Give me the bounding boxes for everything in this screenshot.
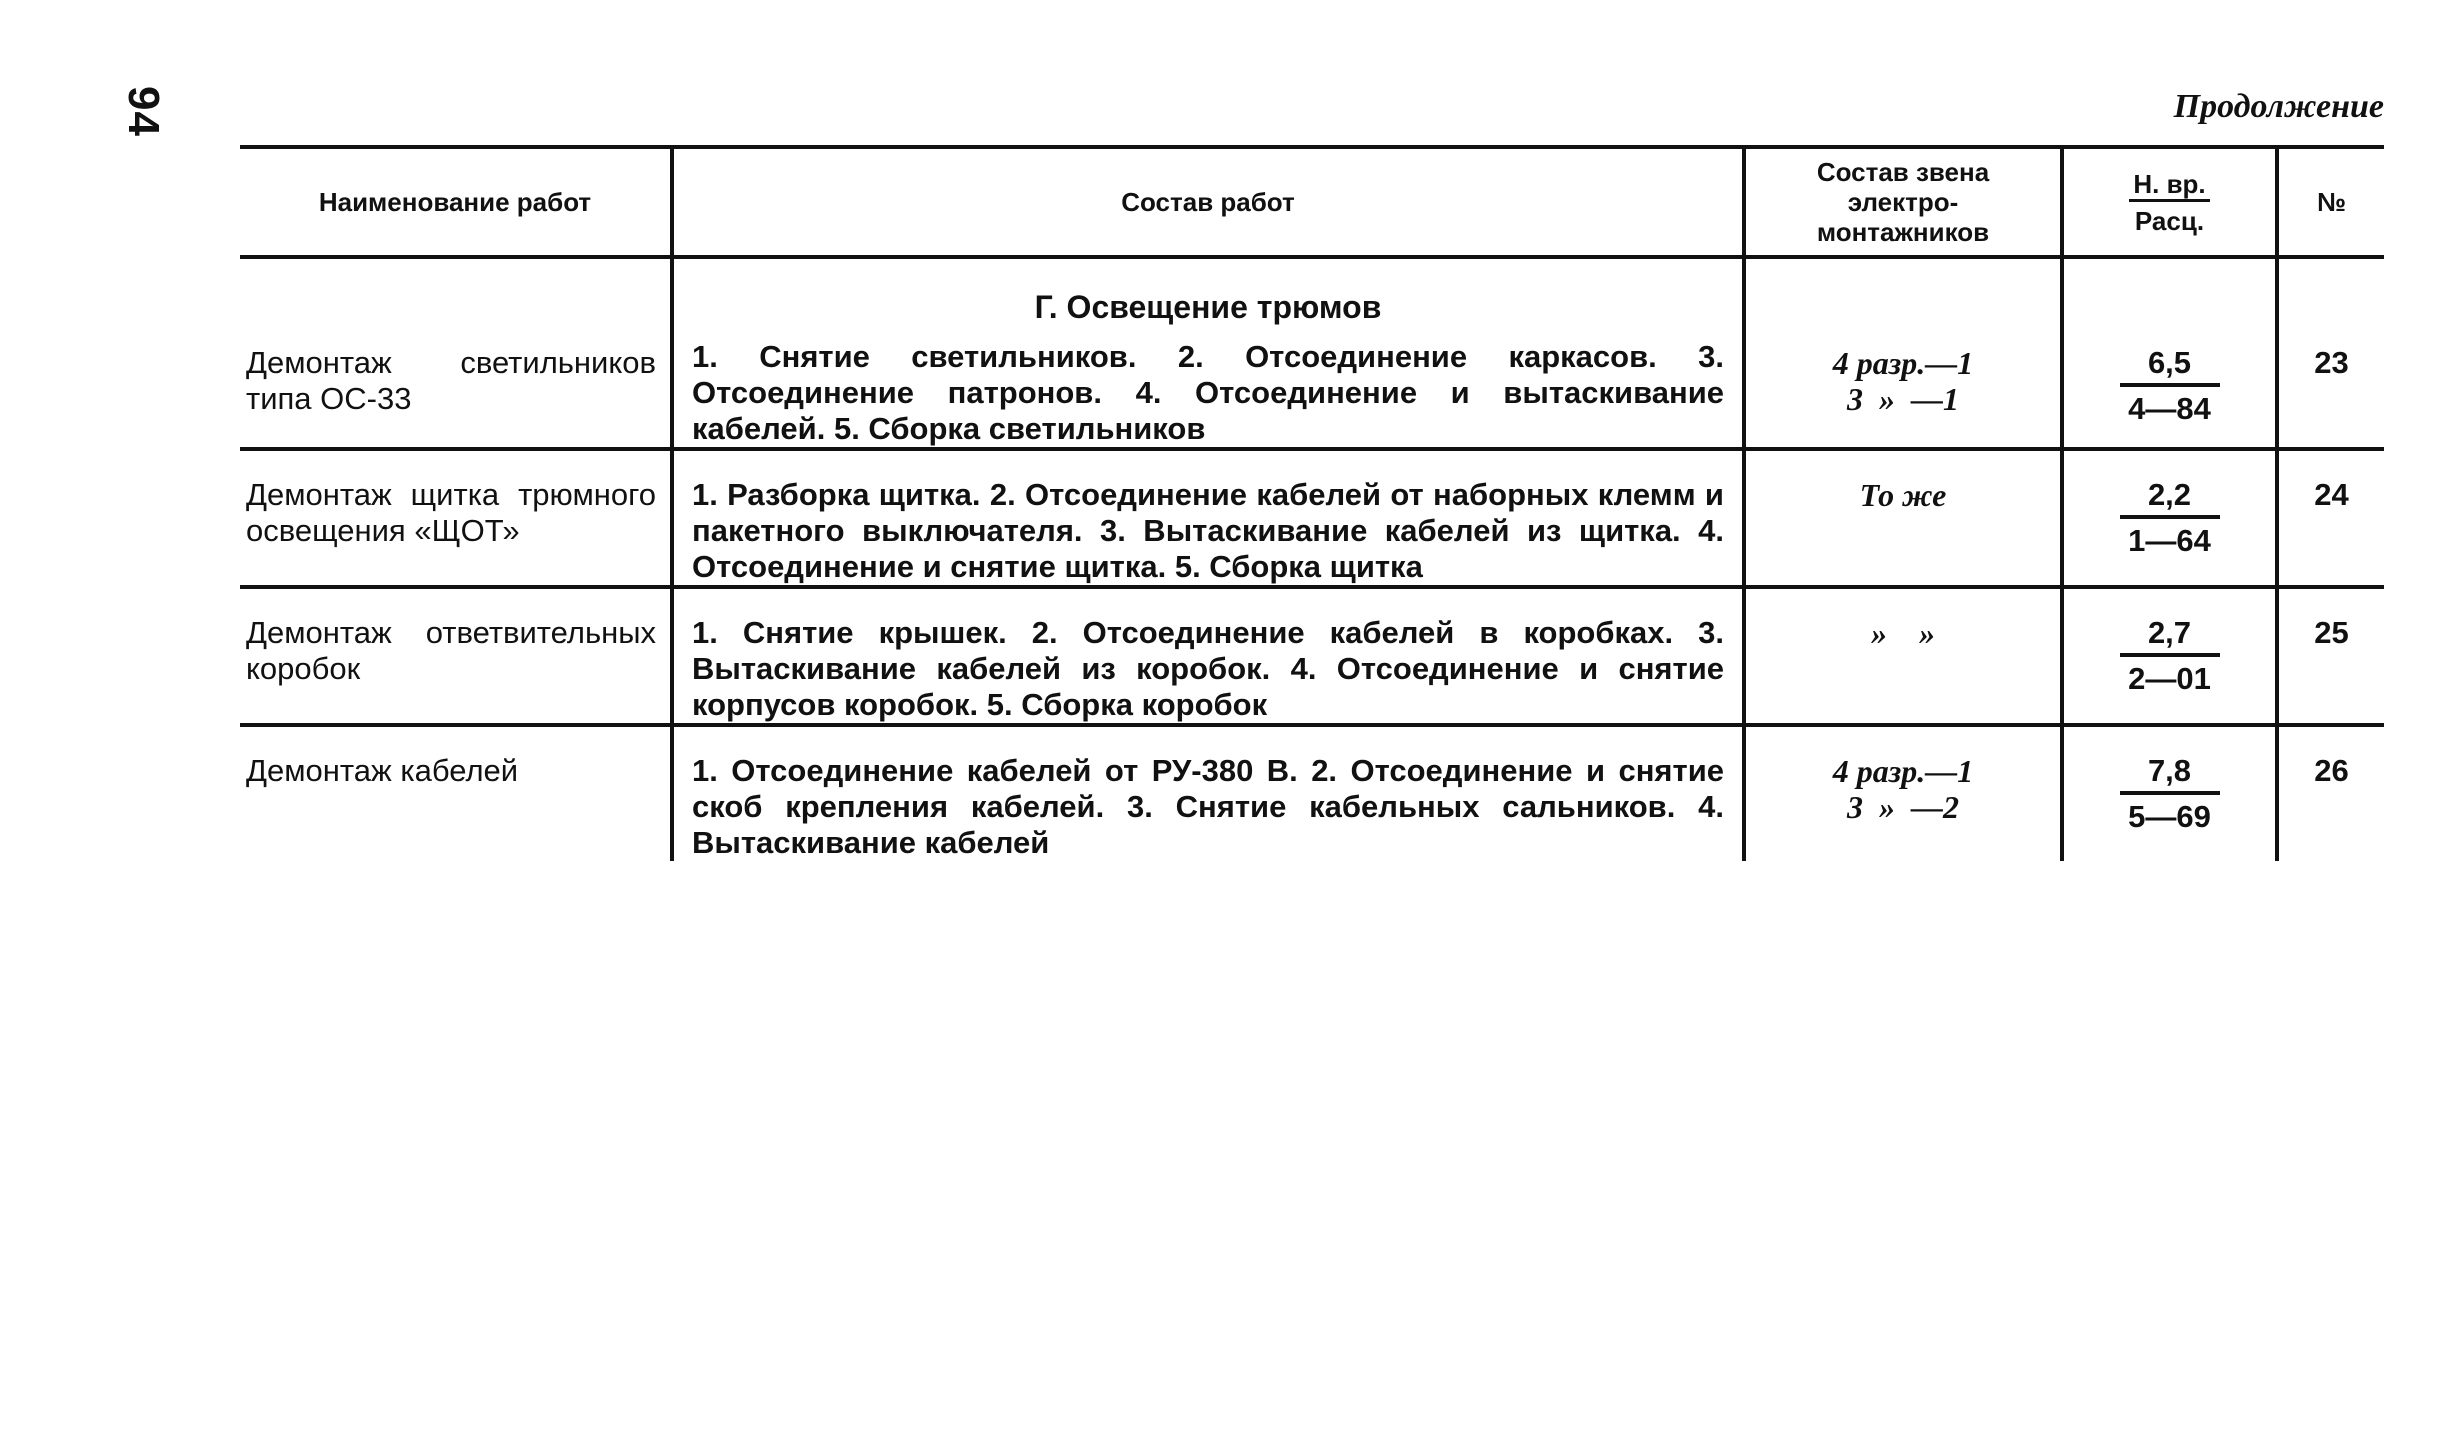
crew-composition xyxy=(1744,587,2062,725)
work-name: Демонтаж ответвительных коробок xyxy=(240,587,672,725)
row-number: 26 xyxy=(2277,725,2384,861)
table-row xyxy=(240,449,2384,587)
norm-time: 2,2 xyxy=(2120,477,2220,519)
crew-composition xyxy=(1744,257,2062,449)
crew-line: 3 » —2 xyxy=(1847,789,1959,825)
work-composition: 1. Разборка щитка. 2. Отсоединение кабелей от наборных клемм и пакетного выключателя. 3. Вытаскивание кабелей из щитка. 4. Отсоединение и снятие щитка. 5. Сборка щитка xyxy=(672,449,1744,587)
continuation-label: Продолжение xyxy=(2173,88,2384,125)
section-title: Г. Освещение трюмов xyxy=(1034,289,1382,325)
crew-composition xyxy=(1744,449,2062,587)
rate-value: 5—69 xyxy=(2128,799,2211,834)
norm-rate-cell xyxy=(2062,587,2277,725)
norm-time: 2,7 xyxy=(2120,615,2220,657)
header-crew xyxy=(1744,147,2062,257)
norm-fraction xyxy=(2120,345,2220,427)
work-composition-cell xyxy=(672,257,1744,449)
table-header-row xyxy=(240,147,2384,257)
norm-rate-cell xyxy=(2062,725,2277,861)
norm-rate-cell xyxy=(2062,449,2277,587)
rate-value: 1—64 xyxy=(2128,523,2211,558)
header-work-name: Наименование работ xyxy=(240,147,672,257)
crew-line: 4 разр.—1 xyxy=(1832,753,1974,789)
crew-line: 3 » —1 xyxy=(1847,381,1959,417)
header-work-composition: Состав работ xyxy=(672,147,1744,257)
table-row xyxy=(240,257,2384,449)
work-name: Демонтаж светильников типа ОС-33 xyxy=(240,257,672,449)
norm-time: 6,5 xyxy=(2120,345,2220,387)
crew-composition xyxy=(1744,725,2062,861)
crew-line: То же xyxy=(1859,477,1947,513)
table-row xyxy=(240,725,2384,861)
norm-time: 7,8 xyxy=(2120,753,2220,795)
rate-value: 4—84 xyxy=(2128,391,2211,426)
rate-value: 2—01 xyxy=(2128,661,2211,696)
header-norm-time: Н. вр. xyxy=(2129,169,2209,202)
crew-line: » » xyxy=(1871,615,1935,651)
header-rate: Расц. xyxy=(2134,205,2205,236)
header-norm-fraction xyxy=(2129,169,2209,236)
table-row xyxy=(240,587,2384,725)
work-name: Демонтаж кабелей xyxy=(246,753,519,788)
header-crew-text: Состав звена электро-монтажников xyxy=(1816,157,1990,247)
page-number: 94 xyxy=(119,86,168,137)
norm-fraction xyxy=(2120,753,2220,835)
norm-fraction xyxy=(2120,477,2220,559)
row-number: 24 xyxy=(2277,449,2384,587)
work-composition: 1. Снятие крышек. 2. Отсоединение кабелей в коробках. 3. Вытаскивание кабелей из коробок. 4. Отсоединение и снятие корпусов коробок. 5. Сборка коробок xyxy=(672,587,1744,725)
norm-rate-cell xyxy=(2062,257,2277,449)
work-name: Демонтаж щитка трюмного освещения «ЩОТ» xyxy=(240,449,672,587)
work-norms-table xyxy=(240,145,2384,861)
norm-fraction xyxy=(2120,615,2220,697)
header-number: № xyxy=(2277,147,2384,257)
header-norm-rate xyxy=(2062,147,2277,257)
row-number: 25 xyxy=(2277,587,2384,725)
work-composition: 1. Снятие светильников. 2. Отсоединение каркасов. 3. Отсоединение патронов. 4. Отсоединение и вытаскивание кабелей. 5. Сборка светильников xyxy=(692,339,1724,446)
work-composition: 1. Отсоединение кабелей от РУ-380 В. 2. Отсоединение и снятие скоб крепления кабелей. 3. Снятие кабельных сальников. 4. Вытаскивание кабелей xyxy=(672,725,1744,861)
row-number: 23 xyxy=(2277,257,2384,449)
crew-line: 4 разр.—1 xyxy=(1832,345,1974,381)
